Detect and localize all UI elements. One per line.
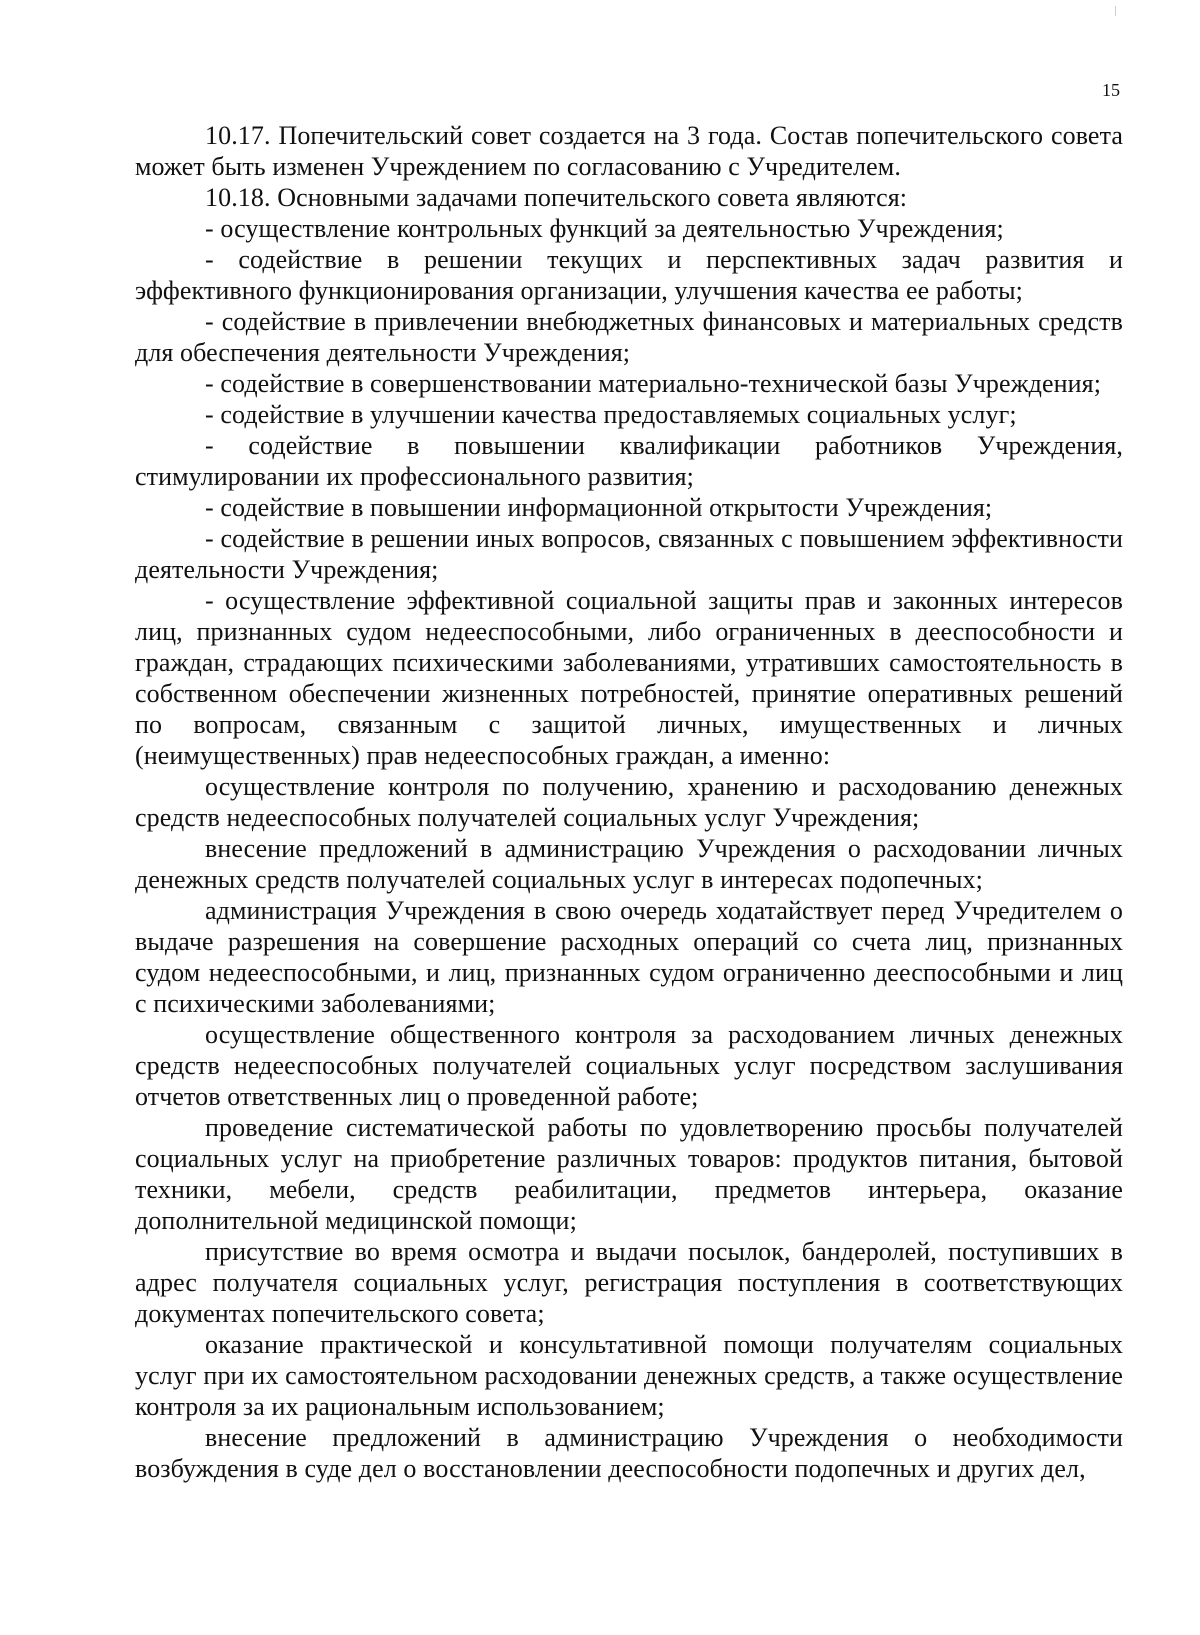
sub-item: администрация Учреждения в свою очередь ходатайствует перед Учредителем о выдаче разрешения на совершение расходных операций со счета лиц, признанных судом недееспособными, и лиц, признанных судом ограниченно дееспособными и лиц с психическими заболеваниями; (135, 896, 1123, 1018)
sub-item: проведение систематической работы по удовлетворению просьбы получателей социальных услуг на приобретение различных товаров: продуктов питания, бытовой техники, мебели, средств реабилитации, предметов интерьера, оказание дополнительной медицинской помощи; (135, 1113, 1123, 1235)
paragraph-10-18: 10.18. Основными задачами попечительского совета являются: (205, 183, 908, 212)
list-item: - содействие в повышении квалификации работников Учреждения, стимулировании их профессионального развития; (135, 431, 1123, 491)
list-item: - содействие в повышении информационной открытости Учреждения; (205, 493, 993, 522)
list-item: - осуществление контрольных функций за деятельностью Учреждения; (205, 214, 1004, 243)
scan-margin-mark (1115, 6, 1116, 16)
sub-item: присутствие во время осмотра и выдачи посылок, бандеролей, поступивших в адрес получателя социальных услуг, регистрация поступления в соответствующих документах попечительского совета; (135, 1237, 1123, 1328)
body-text (135, 120, 1123, 1484)
list-item: - содействие в совершенствовании материально-технической базы Учреждения; (205, 369, 1102, 398)
sub-item: внесение предложений в администрацию Учреждения о расходовании личных денежных средств получателей социальных услуг в интересах подопечных; (135, 834, 1123, 894)
sub-item: осуществление контроля по получению, хранению и расходованию денежных средств недееспособных получателей социальных услуг Учреждения; (135, 772, 1123, 832)
list-item: - содействие в решении иных вопросов, связанных с повышением эффективности деятельности Учреждения; (135, 524, 1123, 584)
page-number: 15 (1102, 80, 1120, 100)
list-item: - содействие в решении текущих и перспективных задач развития и эффективного функционирования организации, улучшения качества ее работы; (135, 245, 1123, 305)
list-item: - содействие в привлечении внебюджетных финансовых и материальных средств для обеспечения деятельности Учреждения; (135, 307, 1123, 367)
sub-item: осуществление общественного контроля за расходованием личных денежных средств недееспособных получателей социальных услуг посредством заслушивания отчетов ответственных лиц о проведенной работе; (135, 1020, 1123, 1111)
sub-item: оказание практической и консультативной помощи получателям социальных услуг при их самостоятельном расходовании денежных средств, а также осуществление контроля за их рациональным использованием; (135, 1330, 1123, 1421)
list-item: - осуществление эффективной социальной защиты прав и законных интересов лиц, признанных судом недееспособными, либо ограниченных в дееспособности и граждан, страдающих психическими заболеваниями, утративших самостоятельность в собственном обеспечении жизненных потребностей, принятие оперативных решений по вопросам, связанным с защитой личных, имущественных и личных (неимущественных) прав недееспособных граждан, а именно: (135, 586, 1123, 770)
list-item: - содействие в улучшении качества предоставляемых социальных услуг; (205, 400, 1017, 429)
sub-item: внесение предложений в администрацию Учреждения о необходимости возбуждения в суде дел о восстановлении дееспособности подопечных и других дел, (135, 1423, 1123, 1483)
paragraph-10-17: 10.17. Попечительский совет создается на 3 года. Состав попечительского совета может быть изменен Учреждением по согласованию с Учредителем. (135, 121, 1123, 181)
